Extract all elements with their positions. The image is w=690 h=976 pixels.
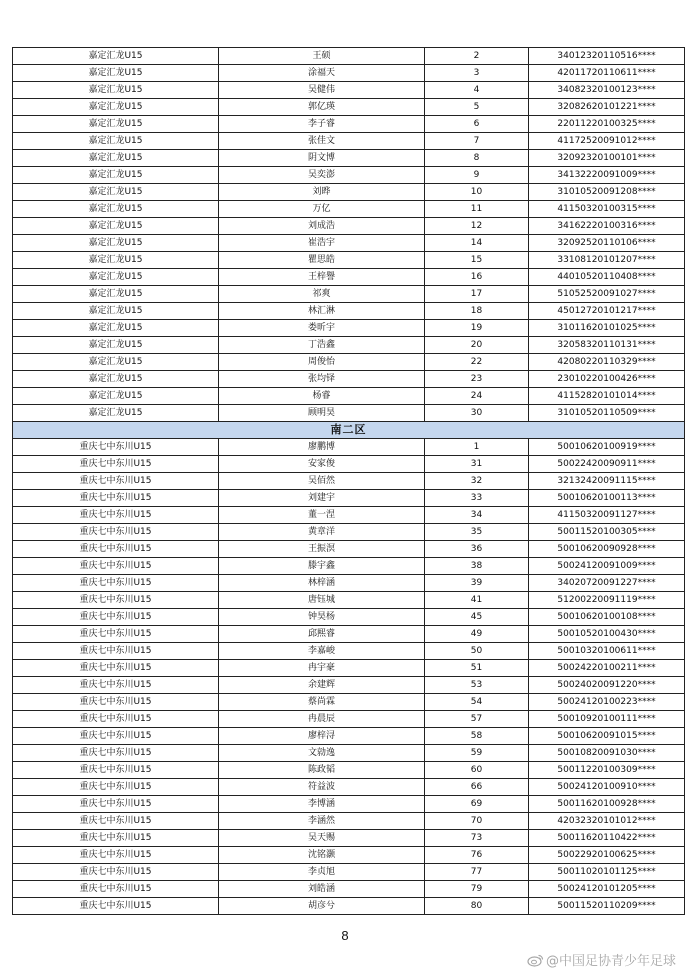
- id-number-cell: 50011220100309****: [529, 762, 685, 779]
- player-name-cell: 冉宇豪: [219, 660, 425, 677]
- player-name-cell: 沈铭灏: [219, 847, 425, 864]
- id-number-cell: 41172520091012****: [529, 133, 685, 150]
- id-number-cell: 50024120100910****: [529, 779, 685, 796]
- team-cell: 重庆七中东川U15: [13, 813, 219, 830]
- id-number-cell: 50010620100108****: [529, 609, 685, 626]
- jersey-number-cell: 73: [425, 830, 529, 847]
- player-name-cell: 吴健伟: [219, 82, 425, 99]
- team-cell: 嘉定汇龙U15: [13, 286, 219, 303]
- table-row: [13, 762, 685, 779]
- jersey-number-cell: 15: [425, 252, 529, 269]
- id-number-cell: 33108120101207****: [529, 252, 685, 269]
- team-cell: 重庆七中东川U15: [13, 626, 219, 643]
- table-row: [13, 898, 685, 915]
- id-number-cell: 50024020091220****: [529, 677, 685, 694]
- jersey-number-cell: 50: [425, 643, 529, 660]
- id-number-cell: 42080220110329****: [529, 354, 685, 371]
- team-cell: 重庆七中东川U15: [13, 830, 219, 847]
- team-cell: 嘉定汇龙U15: [13, 320, 219, 337]
- id-number-cell: 50024220100211****: [529, 660, 685, 677]
- table-row: [13, 592, 685, 609]
- jersey-number-cell: 8: [425, 150, 529, 167]
- jersey-number-cell: 7: [425, 133, 529, 150]
- player-name-cell: 廖鹏博: [219, 439, 425, 456]
- jersey-number-cell: 79: [425, 881, 529, 898]
- table-row: [13, 252, 685, 269]
- id-number-cell: 45012720101217****: [529, 303, 685, 320]
- jersey-number-cell: 54: [425, 694, 529, 711]
- table-row: [13, 745, 685, 762]
- id-number-cell: 32058320110131****: [529, 337, 685, 354]
- table-row: [13, 813, 685, 830]
- team-cell: 嘉定汇龙U15: [13, 82, 219, 99]
- table-row: [13, 439, 685, 456]
- jersey-number-cell: 36: [425, 541, 529, 558]
- table-row: [13, 116, 685, 133]
- id-number-cell: 50011020101125****: [529, 864, 685, 881]
- player-name-cell: 刘建宇: [219, 490, 425, 507]
- team-cell: 重庆七中东川U15: [13, 473, 219, 490]
- table-row: [13, 286, 685, 303]
- player-name-cell: 吴佰然: [219, 473, 425, 490]
- team-cell: 嘉定汇龙U15: [13, 235, 219, 252]
- id-number-cell: 32082620101221****: [529, 99, 685, 116]
- table-row: [13, 184, 685, 201]
- jersey-number-cell: 41: [425, 592, 529, 609]
- jersey-number-cell: 80: [425, 898, 529, 915]
- jersey-number-cell: 70: [425, 813, 529, 830]
- player-name-cell: 杨睿: [219, 388, 425, 405]
- roster-body: [13, 48, 685, 915]
- table-row: [13, 150, 685, 167]
- jersey-number-cell: 3: [425, 65, 529, 82]
- team-cell: 嘉定汇龙U15: [13, 65, 219, 82]
- id-number-cell: 50010620100919****: [529, 439, 685, 456]
- section-header-row: [13, 422, 685, 439]
- id-number-cell: 41150320100315****: [529, 201, 685, 218]
- id-number-cell: 50010620090928****: [529, 541, 685, 558]
- jersey-number-cell: 17: [425, 286, 529, 303]
- table-row: [13, 473, 685, 490]
- player-name-cell: 董一涅: [219, 507, 425, 524]
- table-row: [13, 201, 685, 218]
- jersey-number-cell: 24: [425, 388, 529, 405]
- team-cell: 嘉定汇龙U15: [13, 116, 219, 133]
- player-name-cell: 陈政韬: [219, 762, 425, 779]
- id-number-cell: 41150320091127****: [529, 507, 685, 524]
- player-name-cell: 廖梓浔: [219, 728, 425, 745]
- jersey-number-cell: 59: [425, 745, 529, 762]
- team-cell: 重庆七中东川U15: [13, 677, 219, 694]
- id-number-cell: 42032320101012****: [529, 813, 685, 830]
- id-number-cell: 50011520110209****: [529, 898, 685, 915]
- table-row: [13, 320, 685, 337]
- table-row: [13, 558, 685, 575]
- jersey-number-cell: 16: [425, 269, 529, 286]
- team-cell: 重庆七中东川U15: [13, 575, 219, 592]
- player-name-cell: 李贞旭: [219, 864, 425, 881]
- id-number-cell: 32092320100101****: [529, 150, 685, 167]
- jersey-number-cell: 2: [425, 48, 529, 65]
- player-name-cell: 符益波: [219, 779, 425, 796]
- jersey-number-cell: 77: [425, 864, 529, 881]
- jersey-number-cell: 18: [425, 303, 529, 320]
- team-cell: 嘉定汇龙U15: [13, 252, 219, 269]
- team-cell: 重庆七中东川U15: [13, 456, 219, 473]
- team-cell: 嘉定汇龙U15: [13, 99, 219, 116]
- table-row: [13, 694, 685, 711]
- table-row: [13, 677, 685, 694]
- team-cell: 嘉定汇龙U15: [13, 133, 219, 150]
- jersey-number-cell: 12: [425, 218, 529, 235]
- player-name-cell: 黄章洋: [219, 524, 425, 541]
- id-number-cell: 41152820101014****: [529, 388, 685, 405]
- table-row: [13, 405, 685, 422]
- player-name-cell: 吴奕澎: [219, 167, 425, 184]
- player-name-cell: 冉晨辰: [219, 711, 425, 728]
- id-number-cell: 34132220091009****: [529, 167, 685, 184]
- id-number-cell: 50022920100625****: [529, 847, 685, 864]
- table-row: [13, 575, 685, 592]
- id-number-cell: 50010620100113****: [529, 490, 685, 507]
- jersey-number-cell: 66: [425, 779, 529, 796]
- jersey-number-cell: 4: [425, 82, 529, 99]
- team-cell: 嘉定汇龙U15: [13, 269, 219, 286]
- id-number-cell: 34082320100123****: [529, 82, 685, 99]
- team-cell: 重庆七中东川U15: [13, 711, 219, 728]
- jersey-number-cell: 9: [425, 167, 529, 184]
- id-number-cell: 50024120101205****: [529, 881, 685, 898]
- player-name-cell: 崔浩宇: [219, 235, 425, 252]
- player-name-cell: 安家俊: [219, 456, 425, 473]
- id-number-cell: 32092520110106****: [529, 235, 685, 252]
- team-cell: 重庆七中东川U15: [13, 864, 219, 881]
- player-name-cell: 唐钰城: [219, 592, 425, 609]
- id-number-cell: 51200220091119****: [529, 592, 685, 609]
- player-name-cell: 周俊怡: [219, 354, 425, 371]
- id-number-cell: 44010520110408****: [529, 269, 685, 286]
- weibo-watermark: [527, 950, 676, 969]
- id-number-cell: 50011620100928****: [529, 796, 685, 813]
- id-number-cell: 50011520100305****: [529, 524, 685, 541]
- team-cell: 重庆七中东川U15: [13, 490, 219, 507]
- table-row: [13, 337, 685, 354]
- player-name-cell: 滕宇鑫: [219, 558, 425, 575]
- player-name-cell: 钟昊杨: [219, 609, 425, 626]
- team-cell: 重庆七中东川U15: [13, 779, 219, 796]
- player-name-cell: 文勍逸: [219, 745, 425, 762]
- table-row: [13, 830, 685, 847]
- player-name-cell: 瞿思皓: [219, 252, 425, 269]
- player-name-cell: 胡彦兮: [219, 898, 425, 915]
- team-cell: 重庆七中东川U15: [13, 524, 219, 541]
- jersey-number-cell: 58: [425, 728, 529, 745]
- jersey-number-cell: 57: [425, 711, 529, 728]
- id-number-cell: 42011720110611****: [529, 65, 685, 82]
- id-number-cell: 31011620101025****: [529, 320, 685, 337]
- jersey-number-cell: 34: [425, 507, 529, 524]
- jersey-number-cell: 33: [425, 490, 529, 507]
- id-number-cell: 31010520110509****: [529, 405, 685, 422]
- weibo-logo-icon: [527, 953, 544, 967]
- team-cell: 嘉定汇龙U15: [13, 405, 219, 422]
- id-number-cell: 50010520100430****: [529, 626, 685, 643]
- team-cell: 重庆七中东川U15: [13, 847, 219, 864]
- team-cell: 重庆七中东川U15: [13, 507, 219, 524]
- team-cell: 嘉定汇龙U15: [13, 303, 219, 320]
- team-cell: 重庆七中东川U15: [13, 439, 219, 456]
- player-name-cell: 李子睿: [219, 116, 425, 133]
- id-number-cell: 50022420090911****: [529, 456, 685, 473]
- team-cell: 嘉定汇龙U15: [13, 184, 219, 201]
- team-cell: 嘉定汇龙U15: [13, 388, 219, 405]
- player-name-cell: 林汇淋: [219, 303, 425, 320]
- player-name-cell: 顾明昊: [219, 405, 425, 422]
- table-row: [13, 133, 685, 150]
- id-number-cell: 50024120091009****: [529, 558, 685, 575]
- player-name-cell: 李博涵: [219, 796, 425, 813]
- jersey-number-cell: 6: [425, 116, 529, 133]
- jersey-number-cell: 39: [425, 575, 529, 592]
- team-cell: 嘉定汇龙U15: [13, 354, 219, 371]
- player-name-cell: 邱熙睿: [219, 626, 425, 643]
- jersey-number-cell: 38: [425, 558, 529, 575]
- table-row: [13, 881, 685, 898]
- table-row: [13, 371, 685, 388]
- table-row: [13, 796, 685, 813]
- id-number-cell: 32132420091115****: [529, 473, 685, 490]
- team-cell: 重庆七中东川U15: [13, 745, 219, 762]
- player-name-cell: 吴天赐: [219, 830, 425, 847]
- team-cell: 重庆七中东川U15: [13, 898, 219, 915]
- jersey-number-cell: 53: [425, 677, 529, 694]
- player-name-cell: 李嘉峻: [219, 643, 425, 660]
- id-number-cell: 51052520091027****: [529, 286, 685, 303]
- id-number-cell: 50010920100111****: [529, 711, 685, 728]
- id-number-cell: 50010320100611****: [529, 643, 685, 660]
- team-cell: 重庆七中东川U15: [13, 694, 219, 711]
- player-name-cell: 张均铎: [219, 371, 425, 388]
- team-cell: 重庆七中东川U15: [13, 796, 219, 813]
- id-number-cell: 34020720091227****: [529, 575, 685, 592]
- jersey-number-cell: 32: [425, 473, 529, 490]
- jersey-number-cell: 19: [425, 320, 529, 337]
- id-number-cell: 50010820091030****: [529, 745, 685, 762]
- jersey-number-cell: 60: [425, 762, 529, 779]
- table-row: [13, 728, 685, 745]
- table-row: [13, 779, 685, 796]
- table-row: [13, 660, 685, 677]
- team-cell: 嘉定汇龙U15: [13, 337, 219, 354]
- id-number-cell: 34012320110516****: [529, 48, 685, 65]
- table-row: [13, 82, 685, 99]
- jersey-number-cell: 49: [425, 626, 529, 643]
- player-name-cell: 刘晔: [219, 184, 425, 201]
- team-cell: 重庆七中东川U15: [13, 609, 219, 626]
- jersey-number-cell: 69: [425, 796, 529, 813]
- table-row: [13, 235, 685, 252]
- team-cell: 嘉定汇龙U15: [13, 167, 219, 184]
- table-row: [13, 354, 685, 371]
- watermark-text: @中国足协青少年足球: [545, 954, 676, 969]
- jersey-number-cell: 51: [425, 660, 529, 677]
- player-name-cell: 刘皓涵: [219, 881, 425, 898]
- table-row: [13, 456, 685, 473]
- table-row: [13, 507, 685, 524]
- jersey-number-cell: 1: [425, 439, 529, 456]
- table-row: [13, 167, 685, 184]
- team-cell: 嘉定汇龙U15: [13, 48, 219, 65]
- team-cell: 重庆七中东川U15: [13, 660, 219, 677]
- team-cell: 重庆七中东川U15: [13, 558, 219, 575]
- player-name-cell: 娄昕宇: [219, 320, 425, 337]
- table-row: [13, 303, 685, 320]
- section-title: 南二区: [13, 422, 685, 439]
- table-row: [13, 524, 685, 541]
- jersey-number-cell: 20: [425, 337, 529, 354]
- table-row: [13, 65, 685, 82]
- player-name-cell: 蔡尚霖: [219, 694, 425, 711]
- player-roster-table: [12, 47, 685, 915]
- team-cell: 嘉定汇龙U15: [13, 150, 219, 167]
- team-cell: 重庆七中东川U15: [13, 643, 219, 660]
- player-name-cell: 余建辉: [219, 677, 425, 694]
- jersey-number-cell: 76: [425, 847, 529, 864]
- player-name-cell: 王振溟: [219, 541, 425, 558]
- jersey-number-cell: 31: [425, 456, 529, 473]
- player-name-cell: 涂福天: [219, 65, 425, 82]
- table-row: [13, 711, 685, 728]
- jersey-number-cell: 30: [425, 405, 529, 422]
- team-cell: 嘉定汇龙U15: [13, 218, 219, 235]
- table-row: [13, 609, 685, 626]
- player-name-cell: 丁浩鑫: [219, 337, 425, 354]
- jersey-number-cell: 45: [425, 609, 529, 626]
- table-row: [13, 864, 685, 881]
- table-row: [13, 847, 685, 864]
- jersey-number-cell: 35: [425, 524, 529, 541]
- page-number: 8: [341, 928, 349, 943]
- id-number-cell: 31010520091208****: [529, 184, 685, 201]
- player-name-cell: 张佳文: [219, 133, 425, 150]
- team-cell: 嘉定汇龙U15: [13, 371, 219, 388]
- player-name-cell: 王梓譽: [219, 269, 425, 286]
- table-row: [13, 269, 685, 286]
- player-name-cell: 刘成浩: [219, 218, 425, 235]
- jersey-number-cell: 23: [425, 371, 529, 388]
- table-row: [13, 48, 685, 65]
- player-name-cell: 郭亿瑛: [219, 99, 425, 116]
- id-number-cell: 50011620110422****: [529, 830, 685, 847]
- team-cell: 重庆七中东川U15: [13, 541, 219, 558]
- team-cell: 嘉定汇龙U15: [13, 201, 219, 218]
- id-number-cell: 22011220100325****: [529, 116, 685, 133]
- jersey-number-cell: 22: [425, 354, 529, 371]
- team-cell: 重庆七中东川U15: [13, 762, 219, 779]
- player-name-cell: 林梓涵: [219, 575, 425, 592]
- player-name-cell: 王硕: [219, 48, 425, 65]
- jersey-number-cell: 10: [425, 184, 529, 201]
- id-number-cell: 34162220100316****: [529, 218, 685, 235]
- jersey-number-cell: 11: [425, 201, 529, 218]
- table-row: [13, 643, 685, 660]
- table-row: [13, 388, 685, 405]
- player-name-cell: 李涵然: [219, 813, 425, 830]
- jersey-number-cell: 14: [425, 235, 529, 252]
- id-number-cell: 50010620091015****: [529, 728, 685, 745]
- team-cell: 重庆七中东川U15: [13, 592, 219, 609]
- table-row: [13, 490, 685, 507]
- id-number-cell: 50024120100223****: [529, 694, 685, 711]
- table-row: [13, 541, 685, 558]
- team-cell: 重庆七中东川U15: [13, 881, 219, 898]
- table-row: [13, 99, 685, 116]
- team-cell: 重庆七中东川U15: [13, 728, 219, 745]
- table-row: [13, 218, 685, 235]
- player-name-cell: 祁爽: [219, 286, 425, 303]
- player-name-cell: 阴文博: [219, 150, 425, 167]
- player-name-cell: 万亿: [219, 201, 425, 218]
- id-number-cell: 23010220100426****: [529, 371, 685, 388]
- table-row: [13, 626, 685, 643]
- jersey-number-cell: 5: [425, 99, 529, 116]
